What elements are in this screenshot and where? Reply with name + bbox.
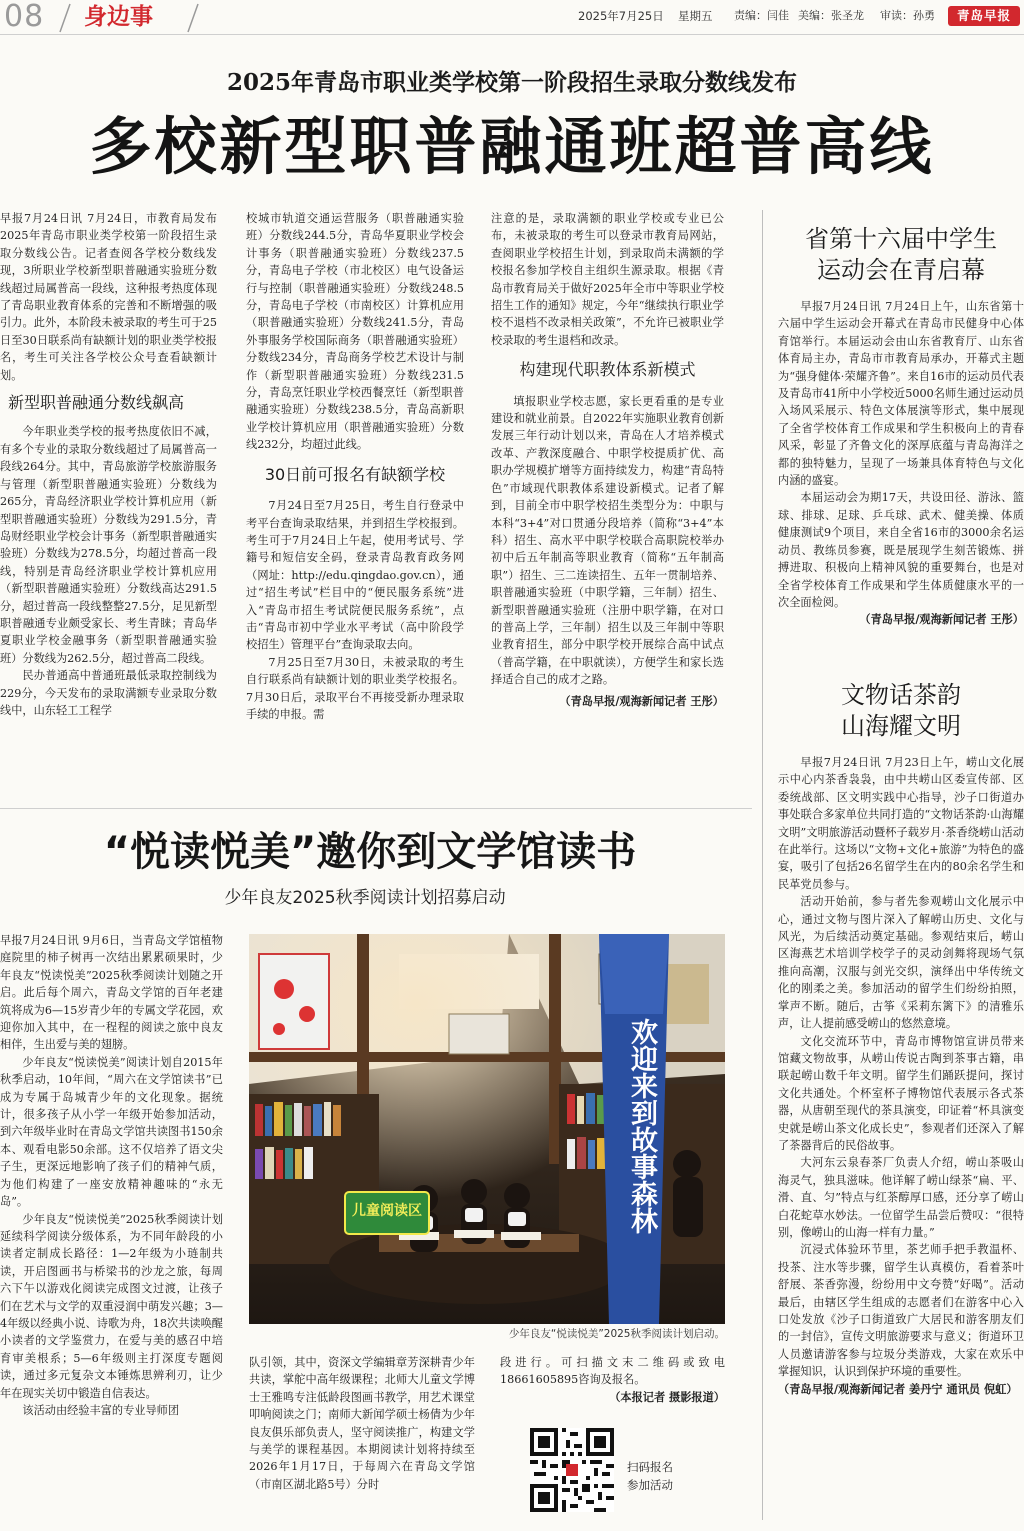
slash-divider <box>186 3 200 33</box>
reading-photo <box>249 934 725 1324</box>
editor-credit: 责编：闫佳 <box>734 9 789 22</box>
reading-paragraph: 早报7月24日讯 9月6日，当青岛文学馆植物庭院里的柿子树再一次结出累累硕果时，少年良友“悦读悦美”2025秋季阅读计划随之开启。此后每个周六，青岛文学馆的百年老建筑将成为6—15岁青少年的专属文学花园，欢迎你加入其中，在一程程的阅读之旅中良友相伴，生出爱与美的翅膀。 <box>0 934 223 1052</box>
reading-column-3 <box>500 1354 725 1414</box>
sports-headline <box>778 224 1024 286</box>
tea-headline-line: 文物话茶韵 <box>841 681 961 709</box>
tea-paragraph: 大河东云泉春茶厂负责人介绍，崂山茶吸山海灵气，独具滋味。他详解了崂山绿茶“扁、平、滑、直、匀”特点与红茶醇厚口感，还分享了崂山白花蛇草水妙法。一位留学生品尝后赞叹：“很特别，像崂山的山海一样有力量。” <box>778 1156 1024 1239</box>
reading-headline: “悦读悦美”邀你到文学馆读书 <box>103 829 637 875</box>
lead-paragraph: 7月25日至7月30日，未被录取的考生自行联系尚有缺额计划的职业类学校报名。7月30日后，录取平台不再接受新办理录取手续的申报。需 <box>246 655 464 721</box>
tea-paragraph: 文化交流环节中，青岛市博物馆宣讲员带来馆藏文物故事，从崂山传说古陶到茶事古籍，串联起崂山数千年文明。留学生们踊跃提问，探讨文化共通处。个杯室杯子博物馆代表展示各式茶器，从唐朝至现代的茶具演变，印证着“杯具演变史就是崂山茶文化成长史”，参观者们还深入了解了茶器背后的民俗故事。 <box>778 1034 1024 1152</box>
masthead <box>0 0 1024 36</box>
issue-date: 2025年7月25日 <box>578 9 664 23</box>
qr-label-line: 扫码报名 <box>627 1460 673 1474</box>
tea-paragraph: 早报7月24日讯 7月23日上午，崂山文化展示中心内茶香袅袅，由中共崂山区委宣传部、区委统战部、区文明实践中心指导，沙子口街道办事处联合多家单位共同打造的“文物话茶韵·山海耀文明”文明旅游活动暨杯子载岁月·茶香绕崂山活动在此举行。这场以“文物+文化+旅游”为特色的盛宴，吸引了包括26名留学生在内的80余名学生和民革党员参与。 <box>778 756 1024 891</box>
page-number: 08 <box>4 0 45 34</box>
lead-paragraph: 注意的是，录取满额的职业学校或专业已公布，未被录取的考生可以登录市教育局网站，查阅职业学校招生计划，到录取尚未满额的学校报名参加学校自主组织生源录取。根据《青岛市教育局关于做好2025年全市中等职业学校招生工作的通知》规定，今年“继续执行职业学校不退档不改录相关政策”，不允许已被职业学校录取的考生退档和改录。 <box>491 212 724 347</box>
story-separator <box>0 808 752 809</box>
sports-paragraph: 早报7月24日讯 7月24日上午，山东省第十六届中学生运动会开幕式在青岛市民健身中心体育馆举行。本届运动会由山东省教育厅、山东省体育局主办，青岛市市教育局承办，开幕式主题为“强身健体·荣耀齐鲁”。来自16市的运动员代表及青岛市41所中小学校近5000名师生通过运动员入场风采展示、特色文体展演等形式，集中展现了全省学校体育工作成果和学生积极向上的青春风采，彰显了齐鲁文化的深厚底蕴与青岛海洋之都的独特魅力，呈现了一场兼具体育特色与文化内涵的盛宴。 <box>778 300 1024 488</box>
sports-byline: （青岛早报/观海新闻记者 王彤） <box>859 613 1024 627</box>
reading-paragraph: 少年良友“悦读悦美”2025秋季阅读计划延续科学阅读分级体系，为不同年龄段的小读者定制成长路径：1—2年级为小琏制共读，开启图画书与桥梁书的沙龙之旅，每周六下午以游戏化阅读完成图文过渡，让孩子们在艺术与文学的双重浸润中萌发兴趣；3—4年级以经典小说、诗歌为舟，18次共读唤醒小读者的文学鉴赏力，在爱与美的感召中培育审美根系；5—6年级则主打深度专题阅读，通过多元复杂文本锤炼思辨利刃，让少年在现实关切中锻造自信表达。 <box>0 1212 223 1400</box>
reading-subheadline: 少年良友2025秋季阅读计划招募启动 <box>224 888 506 908</box>
qr-code-icon <box>530 1428 614 1512</box>
sports-headline-line: 运动会在青启幕 <box>817 256 985 284</box>
tea-body <box>778 754 1024 1524</box>
lead-kicker: 2025年青岛市职业类学校第一阶段招生录取分数线发布 <box>226 69 797 96</box>
sports-headline-line: 省第十六届中学生 <box>805 225 997 253</box>
signup-qr-code[interactable] <box>530 1428 614 1512</box>
column-divider <box>762 210 763 1520</box>
tea-byline: （青岛早报/观海新闻记者 姜丹宁 通讯员 倪虹） <box>778 1382 1018 1396</box>
tea-headline <box>778 680 1024 742</box>
lead-paragraph: 填报职业学校志愿，家长更看重的是专业建设和就业前景。自2022年实施职业教育创新发展三年行动计划以来，青岛在人才培养模式改革、产教深度融合、中职学校提质扩优、高职办学规模扩增等方面持续发力，构建“青岛特色”市域现代职教体系建设新模式。记者了解到，目前全市中职学校招生类型分为：中职与本科“3+4”对口贯通分段培养（简称“3+4”本科）招生、高水平中职学校联合高职院校举办初中后五年制高等职业教育（简称“五年制高职”）招生、三二连读招生、五年一贯制培养、职普融通实验班（中职学籍，三年制）招生、新型职普融通实验班（注册中职学籍，在对口的普高上学，三年制）招生以及三年制中等职业教育招生，部分中职学校开展综合高中试点（普高学籍，在中职就读），方便学生和家长选择适合自己的成才之路。 <box>491 394 724 687</box>
tea-headline-line: 山海耀文明 <box>841 712 961 740</box>
reading-paragraph: 少年良友“悦读悦美”阅读计划自2015年秋季启动，10年间，“周六在文学馆读书”已成为专属于岛城青少年的文化现象。据统计，很多孩子从小学一年级开始参加活动，到六年级毕业时在青岛文学馆共读图书150余本、观看电影50余部。这不仅培养了语文尖子生，更深远地影响了孩子们的精神气质，为他们构建了一座安放精神趣味的“永无岛”。 <box>0 1055 223 1209</box>
proofreader-credit: 审读：孙勇 <box>880 9 935 22</box>
reading-paragraph: 段进行。可扫描文末二维码或致电18661605895咨询及报名。 <box>500 1356 725 1387</box>
lead-byline: （青岛早报/观海新闻记者 王彤） <box>559 694 724 708</box>
lead-paragraph: 7月24日至7月25日，考生自行登录中考平台查询录取结果，并到招生学校报到。考生可于7月24日上午起，使用考试号、学籍号和短信安全码，登录青岛教育政务网（网址：http://edu.qingdao.gov.cn），通过“招生考试”栏目中的“便民服务系统”进入“青岛市招生考试院便民服务系统”，点击“青岛市初中学业水平考试（高中阶段学校招生）管理平台”查询录取去向。 <box>246 499 464 652</box>
sports-paragraph: 本届运动会为期17天，共设田径、游泳、篮球、排球、足球、乒乓球、武术、健美操、体质健康测试9个项目，来自全省16市的3000余名运动员、教练员参赛，既是展现学生刻苦锻炼、拼搏进取、积极向上精神风貌的重要舞台，也是对全省学校体育工作成果和学生体质健康水平的一次全面检阅。 <box>778 491 1024 609</box>
section-name: 身边事 <box>84 4 153 30</box>
lead-paragraph: 早报7月24日讯 7月24日，市教育局发布2025年青岛市职业类学校第一阶段招生录取分数线公告。记者查阅各学校分数线发现，3所职业学校新型职普融通实验班分数线超过局属普高一段线，这种报考热度体现了青岛职业教育体系的完善和不断增强的吸引力。此外，本阶段未被录取的考生可于25日至30日联系尚有缺额计划的职业类学校报名，考生可关注各学校公众号查看缺额计划。 <box>0 212 217 382</box>
lead-subheading: 新型职普融通分数线飙高 <box>8 394 185 412</box>
lead-paragraph: 校城市轨道交通运营服务（职普融通实验班）分数线244.5分，青岛华夏职业学校会计事务（职普融通实验班）分数线237.5分，青岛电子学校（市北校区）电气设备运行与控制（职普融通实验班）分数线248.5分，青岛电子学校（市南校区）计算机应用（职普融通实验班）分数线241.5分，青岛外事服务学校国际商务（职普融通实验班）分数线234分，青岛商务学校艺术设计与制作（新型职普融通实验班）分数线231.5分，青岛烹饪职业学校西餐烹饪（新型职普融通实验班）分数线238.5分，青岛高新职业学校计算机应用（职普融通实验班）分数线232分，均超过此线。 <box>246 212 464 452</box>
qr-label <box>627 1458 697 1494</box>
reading-paragraph: 队引领，其中，资深文学编辑章芳深耕青少年共读，掌舵中高年级课程；北师大儿童文学博士王雅鸣专注低龄段图画书教学，用艺术课堂叩响阅读之门；南师大新闻学硕士杨倩为少年良友俱乐部负责人，坚守阅读推广，构建文学与美学的课程基因。本期阅读计划将持续至2026年1月17日，于每周六在青岛文学馆（市南区湖北路5号）分时 <box>249 1356 475 1491</box>
tea-paragraph: 活动开始前，参与者先参观崂山文化展示中心，通过文物与图片深入了解崂山历史、文化与风光，为后续活动奠定基础。参观结束后，崂山区海燕艺术培训学校学子的灵动剑舞将现场气氛推向高潮，汉服与剑光交织，演绎出中华传统文化的刚柔之美。参加活动的留学生们纷纷拍照，掌声不断。随后，古筝《采莉东篱下》的清雅乐声，让人提前感受崂山的悠然意境。 <box>778 895 1024 1031</box>
tea-paragraph: 沉浸式体验环节里，茶艺师手把手教温杯、投茶、注水等步骤，留学生认真模仿，看着茶叶舒展、茶香弥漫，纷纷用中文夸赞“好喝”。活动最后，由辖区学生组成的志愿者们在游客中心入口处发放《沙子口街道致广大居民和游客朋友们的一封信》，宣传文明旅游要求与意义；街道环卫人员邀请游客参与垃圾分类游戏，大家在欢乐中掌握知识，认识到保护环境的重要性。 <box>778 1243 1024 1379</box>
paper-logo-text: 青岛早报 <box>956 8 1011 23</box>
lead-subheading: 构建现代职教体系新模式 <box>519 361 696 379</box>
lead-column-1 <box>0 210 217 798</box>
lead-headline: 多校新型职普融通班超普高线 <box>89 110 935 183</box>
lead-paragraph: 民办普通高中普通班最低录取控制线为229分，今天发布的录取满额专业录取分数线中，山东轻工工程学 <box>0 669 217 717</box>
photo-caption: 少年良友“悦读悦美”2025秋季阅读计划启动。 <box>508 1328 725 1340</box>
photo-sign-text: 儿童阅读区 <box>352 1203 422 1219</box>
lead-paragraph: 今年职业类学校的报考热度依旧不减，有多个专业的录取分数线超过了局属普高一段线264分。其中，青岛旅游学校旅游服务与管理（新型职普融通实验班）分数线为265分，青岛经济职业学校计算机应用（新型职普融通实验班）分数线为291.5分，青岛财经职业学校会计事务（新型职普融通实验班）分数线为278.5分，均超过普高一段线，特别是青岛经济职业学校计算机应用（新型职普融通实验班）分数线高达291.5分，超过普高一段线整整27.5分，足见新型职普融通专业颇受家长、考生青睐；青岛华夏职业学校金融事务（新型职普融通实验班）分数线为262.5分，超过普高二段线。 <box>0 425 217 665</box>
reading-column-2 <box>249 1354 475 1524</box>
slash-divider <box>58 3 72 33</box>
reading-byline: （本报记者 摄影报道） <box>609 1390 725 1404</box>
lead-column-3 <box>491 210 724 798</box>
lead-subheading: 30日前可报名有缺额学校 <box>264 465 446 484</box>
photo-banner-text: 欢迎来到故事森林 <box>626 1018 657 1234</box>
paper-logo <box>948 6 1020 26</box>
reading-paragraph: 该活动由经验丰富的专业导师团 <box>22 1403 180 1417</box>
designer-credit: 美编：张圣龙 <box>798 9 864 22</box>
qr-label-line: 参加活动 <box>627 1478 673 1492</box>
masthead-rule <box>0 34 1024 35</box>
sports-body <box>778 298 1024 654</box>
lead-column-2 <box>246 210 464 798</box>
issue-weekday: 星期五 <box>678 9 713 23</box>
reading-column-1 <box>0 932 223 1524</box>
